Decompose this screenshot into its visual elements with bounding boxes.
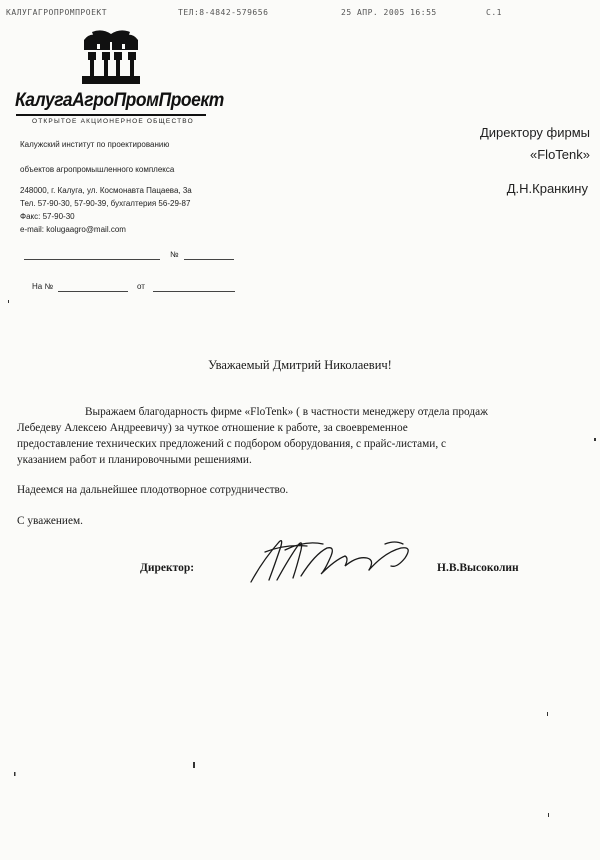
fax-page: С.1 (486, 8, 502, 17)
org-line-2: объектов агропромышленного комплекса (20, 165, 175, 174)
body-line-4: указанием работ и планировочными решениями. (17, 454, 252, 466)
ref-number-label: № (170, 250, 179, 259)
body-line-2: Лебедеву Алексею Андреевичу) за чуткое отношение к работе, за своевременное (17, 422, 408, 434)
fax-sender: КАЛУГАГРОПРОМПРОЕКТ (6, 8, 108, 17)
org-email: e-mail: kolugaagro@mail.com (20, 225, 126, 234)
ref-re-label: На № (32, 282, 54, 291)
fax-tel: ТЕЛ:8-4842-579656 (178, 8, 269, 17)
letter-closing-hope: Надеемся на дальнейшее плодотворное сотрудничество. (17, 484, 289, 496)
fax-datetime: 25 АПР. 2005 16:55 (341, 8, 437, 17)
letter-greeting: Уважаемый Дмитрий Николаевич! (208, 358, 392, 372)
logo-wordmark: КалугаАгроПромПроект (15, 90, 224, 111)
org-address: 248000, г. Калуга, ул. Космонавта Пацаева, 3а (20, 186, 192, 195)
org-fax: Факс: 57-90-30 (20, 212, 75, 221)
addressee-line-2: «FloTenk» (530, 147, 590, 162)
org-phones: Тел. 57-90-30, 57-90-39, бухгалтерия 56-29-87 (20, 199, 191, 208)
ref-from-label: от (137, 282, 145, 291)
signer-name: Н.В.Высоколин (437, 562, 519, 574)
body-line-1: Выражаем благодарность фирме «FloTenk» ( в частности менеджеру отдела продаж (85, 406, 488, 418)
org-line-1: Калужский институт по проектированию (20, 140, 170, 149)
body-line-3: предоставление технических предложений с подбором оборудования, с прайс-листами, с (17, 438, 447, 450)
addressee-line-1: Директору фирмы (479, 125, 590, 140)
signer-title: Директор: (140, 562, 195, 574)
addressee-line-3: Д.Н.Кранкину (506, 181, 588, 196)
logo-tagline: ОТКРЫТОЕ АКЦИОНЕРНОЕ ОБЩЕСТВО (32, 118, 194, 125)
letter-closing-regards: С уважением. (17, 515, 83, 527)
